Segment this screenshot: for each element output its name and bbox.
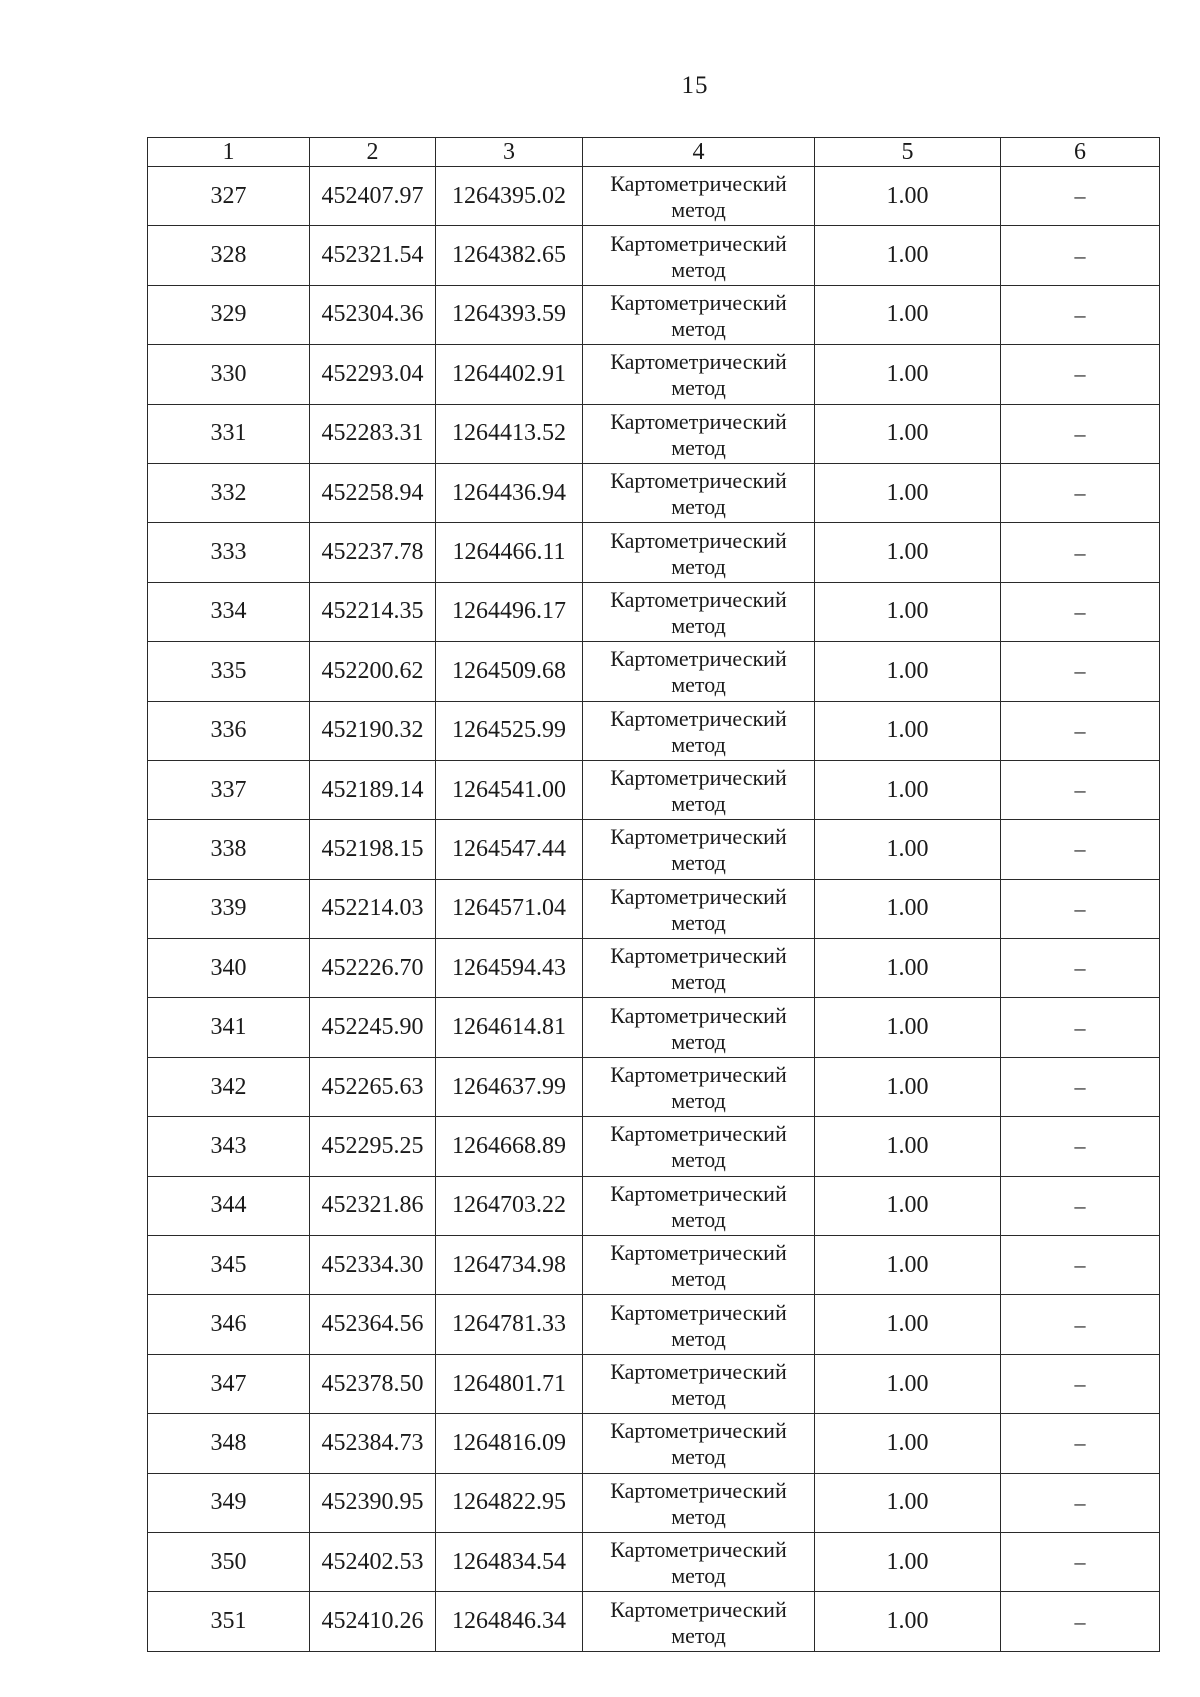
y-coordinate-cell: 1264703.22 <box>436 1176 583 1235</box>
method-cell <box>583 1532 815 1591</box>
method-label-line1: Картометрический <box>610 586 787 612</box>
point-number-cell: 334 <box>148 582 310 641</box>
point-number-cell: 348 <box>148 1414 310 1473</box>
y-coordinate-cell: 1264466.11 <box>436 523 583 582</box>
table-row <box>148 167 1160 226</box>
method-cell <box>583 582 815 641</box>
method-label-line1: Картометрический <box>610 824 787 850</box>
x-coordinate-cell: 452226.70 <box>310 939 436 998</box>
x-coordinate-cell: 452258.94 <box>310 463 436 522</box>
method-cell <box>583 1117 815 1176</box>
method-label-line1: Картометрический <box>610 1359 787 1384</box>
point-number-cell: 349 <box>148 1473 310 1532</box>
method-label-line2: метод <box>671 1206 726 1232</box>
table-row <box>148 1057 1160 1116</box>
method-cell <box>583 939 815 998</box>
point-number-cell: 345 <box>148 1236 310 1295</box>
method-label-line2: метод <box>671 1147 726 1173</box>
method-cell <box>583 998 815 1057</box>
method-cell <box>583 523 815 582</box>
x-coordinate-cell: 452410.26 <box>310 1592 436 1651</box>
accuracy-cell: 1.00 <box>815 998 1001 1057</box>
x-coordinate-cell: 452402.53 <box>310 1532 436 1591</box>
accuracy-cell: 1.00 <box>815 1176 1001 1235</box>
note-cell: – <box>1001 701 1160 760</box>
y-coordinate-cell: 1264541.00 <box>436 760 583 819</box>
y-coordinate-cell: 1264781.33 <box>436 1295 583 1354</box>
note-cell: – <box>1001 1354 1160 1413</box>
note-cell: – <box>1001 879 1160 938</box>
x-coordinate-cell: 452265.63 <box>310 1057 436 1116</box>
method-cell <box>583 1414 815 1473</box>
method-label-line2: метод <box>671 1563 726 1589</box>
method-label-line1: Картометрический <box>610 883 787 909</box>
method-cell <box>583 820 815 879</box>
table-row <box>148 1354 1160 1413</box>
method-label-line1: Картометрический <box>610 943 787 969</box>
method-cell <box>583 1295 815 1354</box>
note-cell: – <box>1001 1057 1160 1116</box>
method-label-line1: Картометрический <box>610 1121 787 1147</box>
x-coordinate-cell: 452407.97 <box>310 167 436 226</box>
method-label-line1: Картометрический <box>610 1596 787 1622</box>
table-row <box>148 642 1160 701</box>
note-cell: – <box>1001 760 1160 819</box>
accuracy-cell: 1.00 <box>815 1592 1001 1651</box>
method-label-line2: метод <box>671 909 726 935</box>
point-number-cell: 333 <box>148 523 310 582</box>
method-label-line1: Картометрический <box>610 527 787 553</box>
x-coordinate-cell: 452384.73 <box>310 1414 436 1473</box>
coordinates-table <box>147 137 1160 1652</box>
point-number-cell: 351 <box>148 1592 310 1651</box>
method-label-line1: Картометрический <box>610 1418 787 1444</box>
method-label-line2: метод <box>671 612 726 638</box>
note-cell: – <box>1001 939 1160 998</box>
accuracy-cell: 1.00 <box>815 1295 1001 1354</box>
point-number-cell: 344 <box>148 1176 310 1235</box>
method-label-line1: Картометрический <box>610 1240 787 1266</box>
method-cell <box>583 1236 815 1295</box>
table-row <box>148 998 1160 1057</box>
method-label-line2: метод <box>671 1266 726 1292</box>
accuracy-cell: 1.00 <box>815 1057 1001 1116</box>
column-header-4: 4 <box>583 138 815 167</box>
point-number-cell: 336 <box>148 701 310 760</box>
method-label-line2: метод <box>671 850 726 876</box>
y-coordinate-cell: 1264393.59 <box>436 285 583 344</box>
table-row <box>148 463 1160 522</box>
note-cell: – <box>1001 523 1160 582</box>
x-coordinate-cell: 452390.95 <box>310 1473 436 1532</box>
method-label-line1: Картометрический <box>610 408 787 434</box>
note-cell: – <box>1001 1473 1160 1532</box>
method-cell <box>583 1473 815 1532</box>
accuracy-cell: 1.00 <box>815 1354 1001 1413</box>
y-coordinate-cell: 1264637.99 <box>436 1057 583 1116</box>
method-label-line1: Картометрический <box>610 349 787 375</box>
accuracy-cell: 1.00 <box>815 642 1001 701</box>
point-number-cell: 343 <box>148 1117 310 1176</box>
method-cell <box>583 642 815 701</box>
note-cell: – <box>1001 1414 1160 1473</box>
column-header-2: 2 <box>310 138 436 167</box>
y-coordinate-cell: 1264436.94 <box>436 463 583 522</box>
accuracy-cell: 1.00 <box>815 285 1001 344</box>
point-number-cell: 330 <box>148 345 310 404</box>
method-label-line2: метод <box>671 1622 726 1648</box>
method-label-line1: Картометрический <box>610 765 787 791</box>
method-label-line1: Картометрический <box>610 1062 787 1088</box>
x-coordinate-cell: 452334.30 <box>310 1236 436 1295</box>
method-cell <box>583 1057 815 1116</box>
method-cell <box>583 226 815 285</box>
accuracy-cell: 1.00 <box>815 463 1001 522</box>
table-row <box>148 226 1160 285</box>
x-coordinate-cell: 452321.54 <box>310 226 436 285</box>
x-coordinate-cell: 452245.90 <box>310 998 436 1057</box>
method-label-line2: метод <box>671 494 726 520</box>
table-row <box>148 285 1160 344</box>
x-coordinate-cell: 452295.25 <box>310 1117 436 1176</box>
y-coordinate-cell: 1264571.04 <box>436 879 583 938</box>
method-label-line2: метод <box>671 969 726 995</box>
method-label-line1: Картометрический <box>610 1477 787 1503</box>
point-number-cell: 350 <box>148 1532 310 1591</box>
table-row <box>148 1117 1160 1176</box>
y-coordinate-cell: 1264547.44 <box>436 820 583 879</box>
accuracy-cell: 1.00 <box>815 760 1001 819</box>
x-coordinate-cell: 452200.62 <box>310 642 436 701</box>
method-label-line2: метод <box>671 315 726 341</box>
method-label-line2: метод <box>671 256 726 282</box>
x-coordinate-cell: 452214.35 <box>310 582 436 641</box>
method-label-line1: Картометрический <box>610 468 787 494</box>
y-coordinate-cell: 1264402.91 <box>436 345 583 404</box>
x-coordinate-cell: 452304.36 <box>310 285 436 344</box>
table-row <box>148 939 1160 998</box>
note-cell: – <box>1001 1295 1160 1354</box>
note-cell: – <box>1001 345 1160 404</box>
note-cell: – <box>1001 226 1160 285</box>
accuracy-cell: 1.00 <box>815 1117 1001 1176</box>
table-row <box>148 1236 1160 1295</box>
accuracy-cell: 1.00 <box>815 1236 1001 1295</box>
table-row <box>148 760 1160 819</box>
y-coordinate-cell: 1264525.99 <box>436 701 583 760</box>
accuracy-cell: 1.00 <box>815 523 1001 582</box>
x-coordinate-cell: 452214.03 <box>310 879 436 938</box>
y-coordinate-cell: 1264614.81 <box>436 998 583 1057</box>
x-coordinate-cell: 452293.04 <box>310 345 436 404</box>
accuracy-cell: 1.00 <box>815 1414 1001 1473</box>
note-cell: – <box>1001 1176 1160 1235</box>
note-cell: – <box>1001 820 1160 879</box>
y-coordinate-cell: 1264846.34 <box>436 1592 583 1651</box>
x-coordinate-cell: 452283.31 <box>310 404 436 463</box>
column-header-6: 6 <box>1001 138 1160 167</box>
y-coordinate-cell: 1264496.17 <box>436 582 583 641</box>
table-row <box>148 345 1160 404</box>
table-row <box>148 523 1160 582</box>
table-row <box>148 1176 1160 1235</box>
method-label-line1: Картометрический <box>610 646 787 672</box>
table-header <box>148 138 1160 167</box>
method-cell <box>583 463 815 522</box>
y-coordinate-cell: 1264395.02 <box>436 167 583 226</box>
y-coordinate-cell: 1264834.54 <box>436 1532 583 1591</box>
method-cell <box>583 167 815 226</box>
table-row <box>148 404 1160 463</box>
y-coordinate-cell: 1264822.95 <box>436 1473 583 1532</box>
note-cell: – <box>1001 1117 1160 1176</box>
y-coordinate-cell: 1264734.98 <box>436 1236 583 1295</box>
accuracy-cell: 1.00 <box>815 226 1001 285</box>
y-coordinate-cell: 1264594.43 <box>436 939 583 998</box>
method-label-line2: метод <box>671 1088 726 1114</box>
point-number-cell: 338 <box>148 820 310 879</box>
point-number-cell: 335 <box>148 642 310 701</box>
y-coordinate-cell: 1264668.89 <box>436 1117 583 1176</box>
table-body <box>148 167 1160 1652</box>
y-coordinate-cell: 1264413.52 <box>436 404 583 463</box>
accuracy-cell: 1.00 <box>815 404 1001 463</box>
method-cell <box>583 1354 815 1413</box>
point-number-cell: 332 <box>148 463 310 522</box>
method-label-line1: Картометрический <box>610 1299 787 1325</box>
point-number-cell: 340 <box>148 939 310 998</box>
method-label-line2: метод <box>671 672 726 698</box>
table-row <box>148 1473 1160 1532</box>
table-row <box>148 879 1160 938</box>
y-coordinate-cell: 1264816.09 <box>436 1414 583 1473</box>
method-label-line2: метод <box>671 1444 726 1470</box>
method-cell <box>583 404 815 463</box>
method-label-line2: метод <box>671 197 726 223</box>
x-coordinate-cell: 452198.15 <box>310 820 436 879</box>
point-number-cell: 329 <box>148 285 310 344</box>
method-label-line2: метод <box>671 1028 726 1054</box>
method-cell <box>583 345 815 404</box>
accuracy-cell: 1.00 <box>815 1532 1001 1591</box>
point-number-cell: 346 <box>148 1295 310 1354</box>
x-coordinate-cell: 452190.32 <box>310 701 436 760</box>
note-cell: – <box>1001 1532 1160 1591</box>
note-cell: – <box>1001 998 1160 1057</box>
note-cell: – <box>1001 642 1160 701</box>
method-cell <box>583 1176 815 1235</box>
method-cell <box>583 1592 815 1651</box>
column-header-5: 5 <box>815 138 1001 167</box>
accuracy-cell: 1.00 <box>815 167 1001 226</box>
accuracy-cell: 1.00 <box>815 820 1001 879</box>
table-row <box>148 820 1160 879</box>
table-row <box>148 582 1160 641</box>
x-coordinate-cell: 452237.78 <box>310 523 436 582</box>
method-cell <box>583 760 815 819</box>
table-row <box>148 1295 1160 1354</box>
note-cell: – <box>1001 1592 1160 1651</box>
x-coordinate-cell: 452378.50 <box>310 1354 436 1413</box>
method-label-line2: метод <box>671 1503 726 1529</box>
method-label-line2: метод <box>671 791 726 817</box>
method-label-line2: метод <box>671 1385 726 1410</box>
method-label-line1: Картометрический <box>610 171 787 197</box>
method-label-line2: метод <box>671 1325 726 1351</box>
method-label-line1: Картометрический <box>610 1002 787 1028</box>
method-label-line2: метод <box>671 375 726 401</box>
page-number: 15 <box>681 72 709 99</box>
method-label-line2: метод <box>671 553 726 579</box>
column-header-1: 1 <box>148 138 310 167</box>
note-cell: – <box>1001 1236 1160 1295</box>
point-number-cell: 341 <box>148 998 310 1057</box>
point-number-cell: 339 <box>148 879 310 938</box>
accuracy-cell: 1.00 <box>815 879 1001 938</box>
method-label-line1: Картометрический <box>610 1180 787 1206</box>
point-number-cell: 347 <box>148 1354 310 1413</box>
table-row <box>148 701 1160 760</box>
table-row <box>148 1532 1160 1591</box>
method-label-line1: Картометрический <box>610 230 787 256</box>
x-coordinate-cell: 452321.86 <box>310 1176 436 1235</box>
x-coordinate-cell: 452364.56 <box>310 1295 436 1354</box>
table-row <box>148 1592 1160 1651</box>
method-label-line1: Картометрический <box>610 705 787 731</box>
point-number-cell: 328 <box>148 226 310 285</box>
method-cell <box>583 701 815 760</box>
method-label-line2: метод <box>671 434 726 460</box>
method-cell <box>583 879 815 938</box>
table-row <box>148 1414 1160 1473</box>
note-cell: – <box>1001 285 1160 344</box>
point-number-cell: 327 <box>148 167 310 226</box>
accuracy-cell: 1.00 <box>815 345 1001 404</box>
accuracy-cell: 1.00 <box>815 701 1001 760</box>
y-coordinate-cell: 1264382.65 <box>436 226 583 285</box>
accuracy-cell: 1.00 <box>815 939 1001 998</box>
method-label-line1: Картометрический <box>610 1537 787 1563</box>
point-number-cell: 331 <box>148 404 310 463</box>
method-label-line2: метод <box>671 731 726 757</box>
header-row <box>148 138 1160 167</box>
note-cell: – <box>1001 404 1160 463</box>
accuracy-cell: 1.00 <box>815 1473 1001 1532</box>
note-cell: – <box>1001 463 1160 522</box>
note-cell: – <box>1001 167 1160 226</box>
method-label-line1: Картометрический <box>610 289 787 315</box>
y-coordinate-cell: 1264509.68 <box>436 642 583 701</box>
point-number-cell: 337 <box>148 760 310 819</box>
method-cell <box>583 285 815 344</box>
y-coordinate-cell: 1264801.71 <box>436 1354 583 1413</box>
x-coordinate-cell: 452189.14 <box>310 760 436 819</box>
column-header-3: 3 <box>436 138 583 167</box>
point-number-cell: 342 <box>148 1057 310 1116</box>
accuracy-cell: 1.00 <box>815 582 1001 641</box>
note-cell: – <box>1001 582 1160 641</box>
